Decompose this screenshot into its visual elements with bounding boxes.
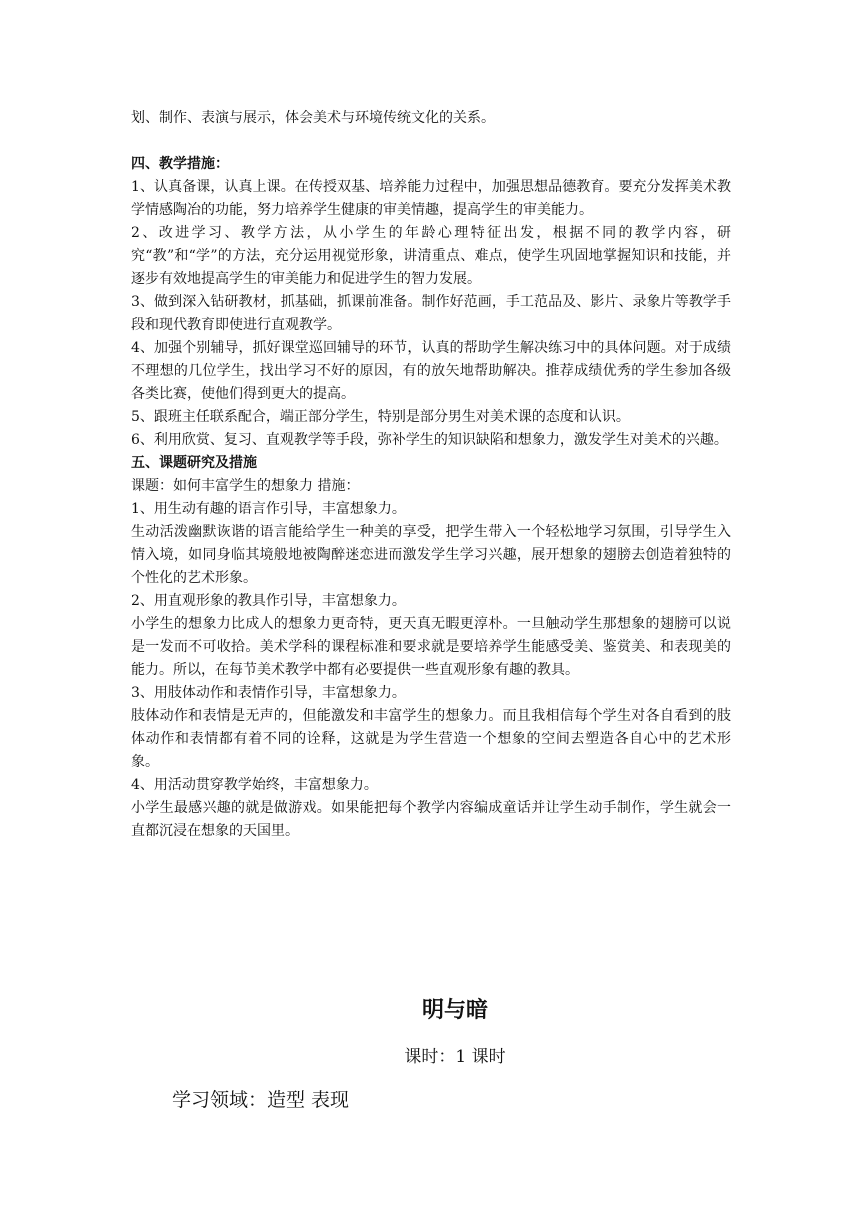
lesson-hours: 课时：1 课时 <box>404 1047 506 1067</box>
section5-item-5: 3、用肢体动作和表情作引导，丰富想象力。 <box>131 685 406 701</box>
section5-item-2: 生动活泼幽默诙谐的语言能给学生一种美的享受，把学生带入一个轻松地学习氛围，引导学生入情入境，如同身临其境般地被陶醉迷恋进而激发学生学习兴趣，展开想象的翅膀去创造着独特的个性化的艺术形象。 <box>131 524 731 586</box>
section5-item-3: 2、用直观形象的教具作引导，丰富想象力。 <box>131 593 406 609</box>
section4-heading: 四、教学措施： <box>131 156 229 172</box>
section5-item-8: 小学生最感兴趣的就是做游戏。如果能把每个教学内容编成童话并让学生动手制作，学生就会一直都沉浸在想象的天国里。 <box>131 800 731 839</box>
intro-paragraph: 划、制作、表演与展示，体会美术与环境传统文化的关系。 <box>131 110 495 126</box>
paragraph-gap <box>131 130 731 153</box>
section5-item-7: 4、用活动贯穿教学始终，丰富想象力。 <box>131 777 378 793</box>
section4-item-3: 3、做到深入钻研教材，抓基础，抓课前准备。制作好范画，手工范品及、影片、录象片等教学手段和现代教育即使进行直观教学。 <box>131 294 731 333</box>
section5-item-1: 1、用生动有趣的语言作引导，丰富想象力。 <box>131 501 406 517</box>
section4-item-1: 1、认真备课，认真上课。在传授双基、培养能力过程中，加强思想品德教育。要充分发挥美术教学情感陶冶的功能，努力培养学生健康的审美情趣，提高学生的审美能力。 <box>131 179 731 218</box>
section4-item-6: 6、利用欣赏、复习、直观教学等手段，弥补学生的知识缺陷和想象力，激发学生对美术的兴趣。 <box>131 432 728 448</box>
section4-item-4: 4、加强个别辅导，抓好课堂巡回辅导的环节，认真的帮助学生解决练习中的具体问题。对于成绩不理想的几位学生，找出学习不好的原因，有的放矢地帮助解决。推荐成绩优秀的学生参加各级各类比赛，使他们得到更大的提高。 <box>131 340 731 402</box>
learning-field: 学习领域：造型 表现 <box>172 1089 350 1111</box>
body-text <box>131 107 731 843</box>
section4-item-5: 5、跟班主任联系配合，端正部分学生，特别是部分男生对美术课的态度和认识。 <box>131 409 630 425</box>
section4-item-2: 2、改进学习、教学方法，从小学生的年龄心理特征出发，根据不同的教学内容，研究“教”和“学”的方法，充分运用视觉形象，讲清重点、难点，使学生巩固地掌握知识和技能，并逐步有效地提高学生的审美能力和促进学生的智力发展。 <box>131 225 731 287</box>
section5-item-4: 小学生的想象力比成人的想象力更奇特，更天真无暇更淳朴。一旦触动学生那想象的翅膀可以说是一发而不可收拾。美术学科的课程标准和要求就是要培养学生能感受美、鉴赏美、和表现美的能力。所以，在每节美术教学中都有必要提供一些直观形象有趣的教具。 <box>131 616 731 678</box>
section5-item-6: 肢体动作和表情是无声的，但能激发和丰富学生的想象力。而且我相信每个学生对各自看到的肢体动作和表情都有着不同的诠释，这就是为学生营造一个想象的空间去塑造各自心中的艺术形象。 <box>131 708 731 770</box>
section5-heading: 五、课题研究及措施 <box>131 455 257 471</box>
section5-topic: 课题：如何丰富学生的想象力 措施： <box>131 478 360 494</box>
lesson-title: 明与暗 <box>421 998 488 1023</box>
